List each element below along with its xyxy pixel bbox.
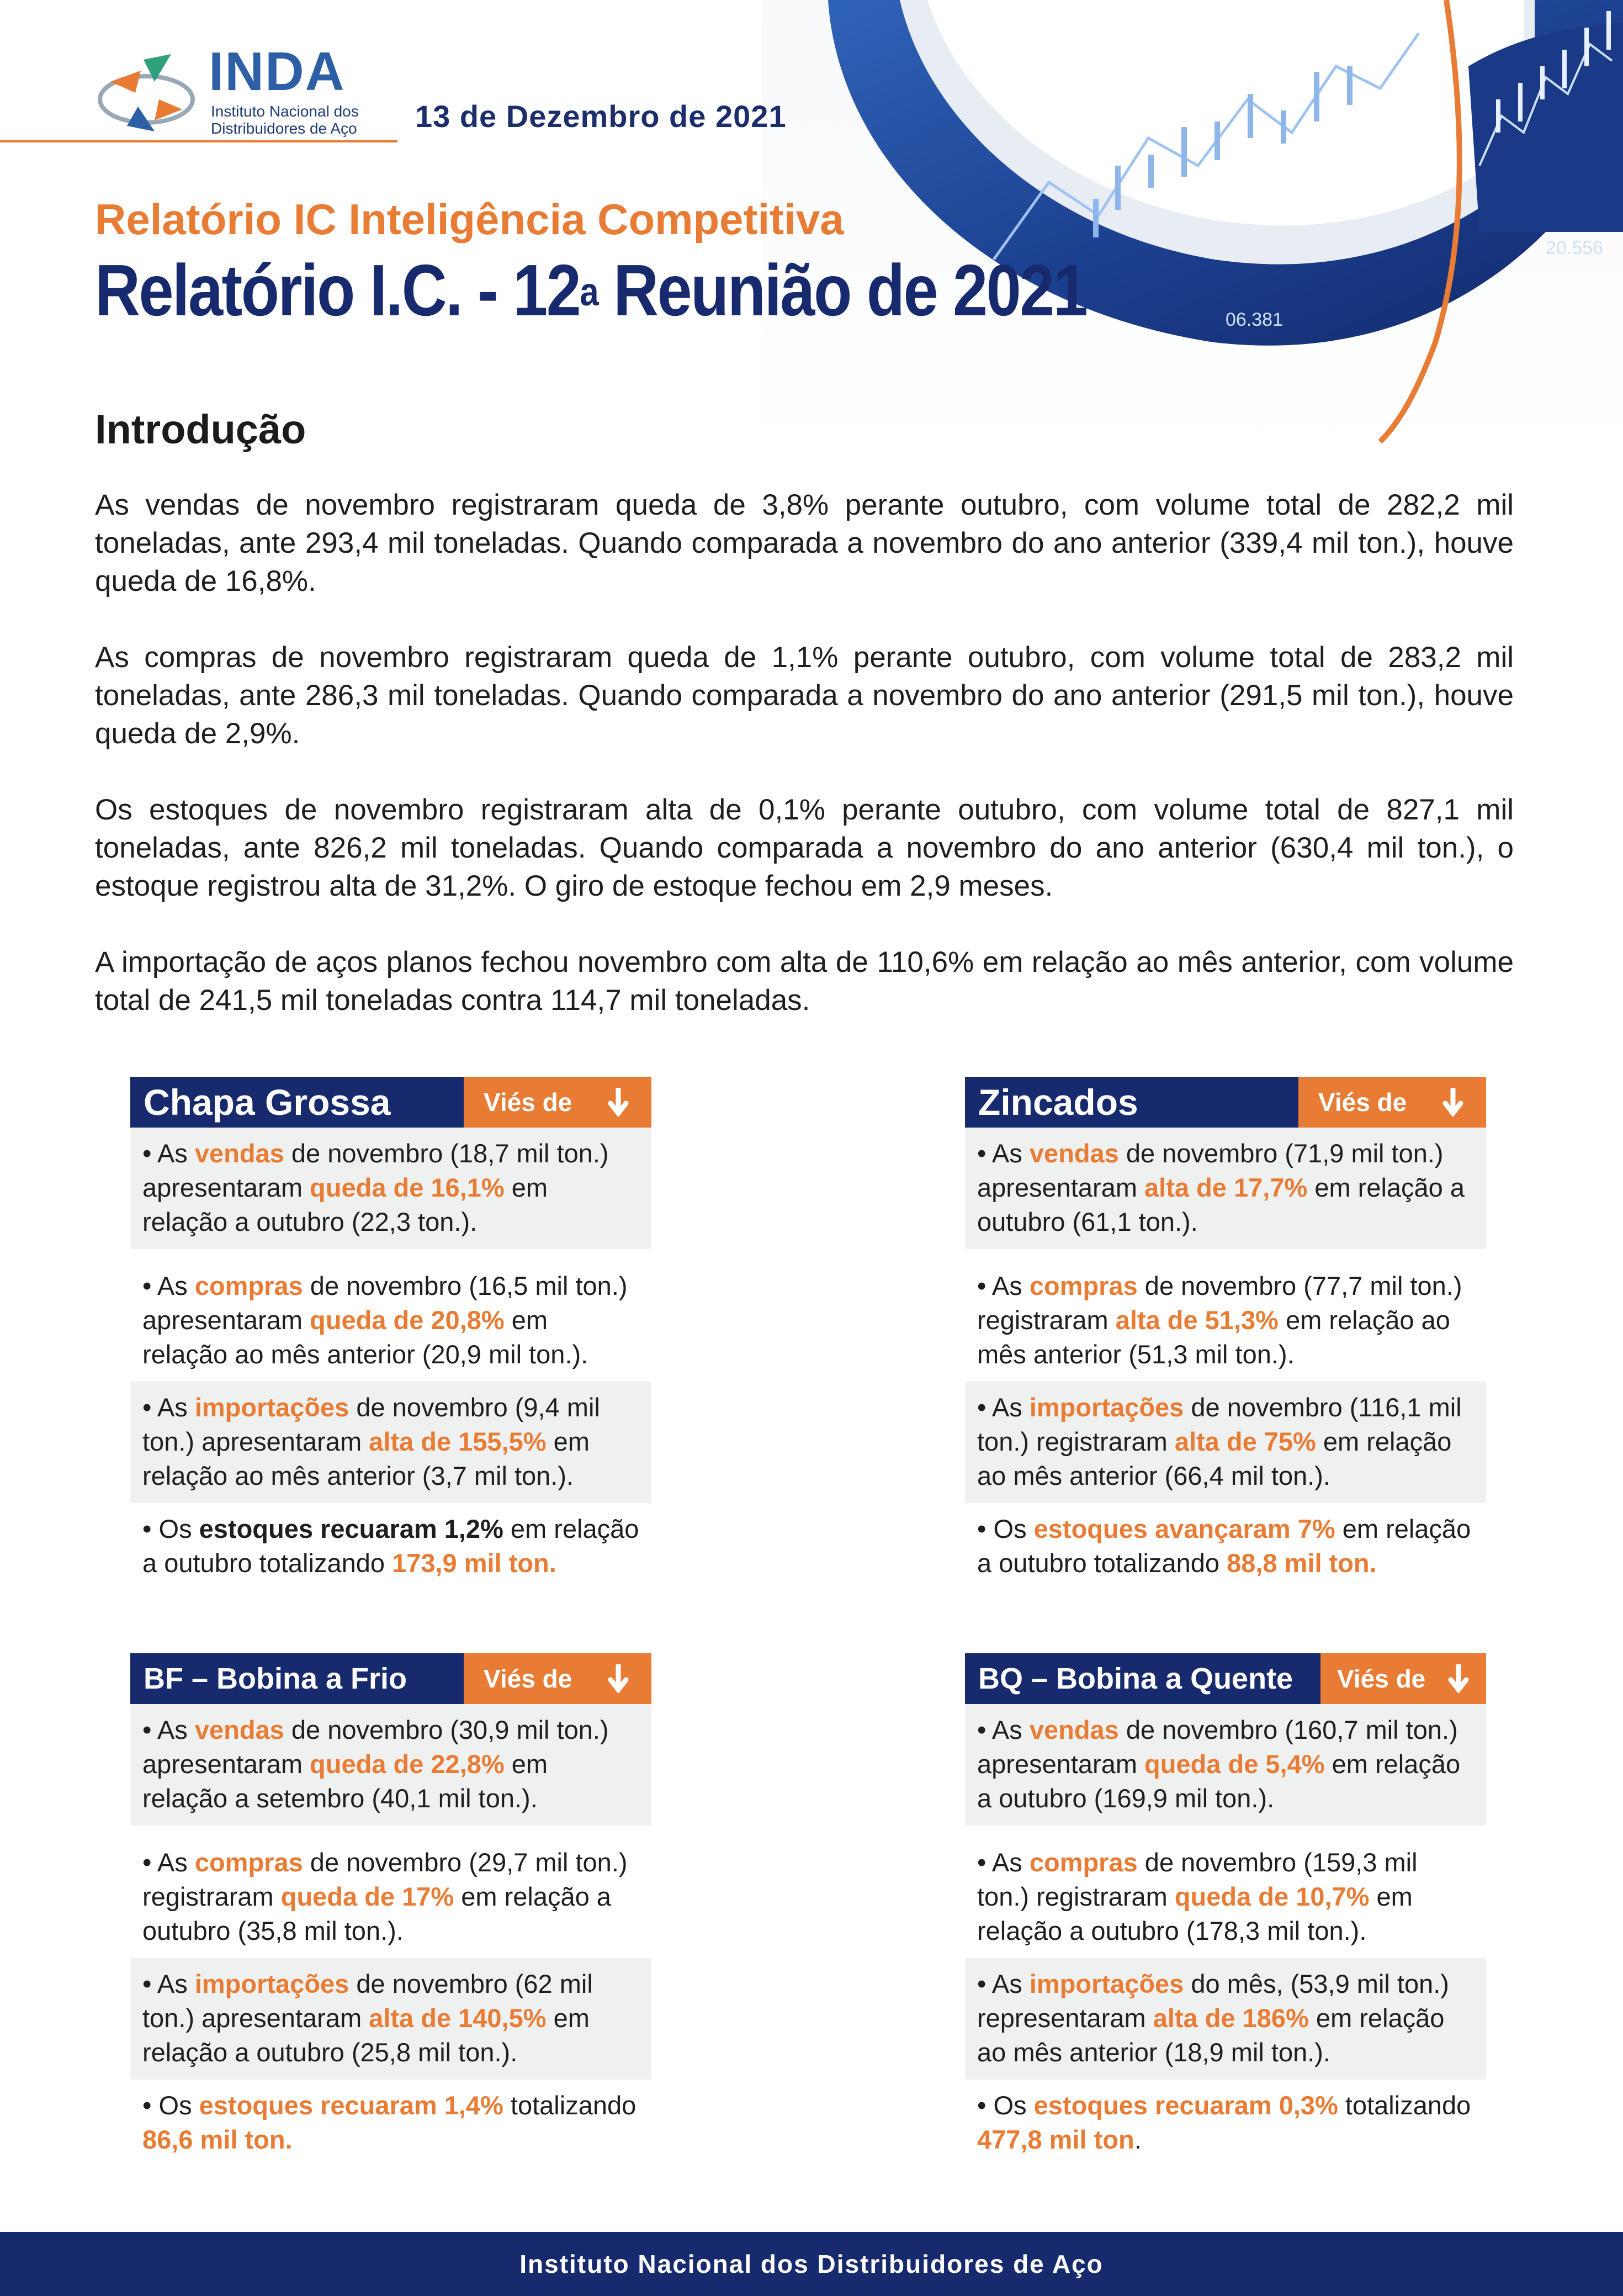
- card-title: Zincados: [978, 1082, 1138, 1123]
- item-highlight: queda de 5,4%: [1144, 1749, 1325, 1779]
- item-text: em relação ao mês anterior (18,9 mil ton.).: [977, 2003, 1445, 2067]
- item-keyword: estoques avançaram 7%: [1033, 1514, 1335, 1543]
- item-text: em relação a outubro totalizando: [977, 1514, 1471, 1578]
- item-keyword: compras: [1029, 1271, 1138, 1300]
- item-text: de novembro (29,7 mil ton.) registraram: [142, 1848, 628, 1911]
- item-highlight: 86,6 mil ton.: [142, 2125, 293, 2154]
- item-text: • As: [142, 1715, 195, 1744]
- item-highlight: 173,9 mil ton.: [392, 1548, 556, 1578]
- item-text: • As: [142, 1139, 195, 1168]
- item-text: .: [1134, 2125, 1142, 2154]
- item-text: • As: [142, 1271, 195, 1300]
- card-bobina-a-frio: [130, 1653, 651, 2167]
- card-chapa-grossa: [130, 1077, 651, 1590]
- item-keyword: estoques recuaram 1,4%: [199, 2091, 503, 2120]
- card-item-compras: [965, 1837, 1486, 1958]
- item-highlight: alta de 140,5%: [369, 2003, 547, 2033]
- item-keyword: importações: [194, 1969, 349, 1998]
- item-text: de novembro (30,9 mil ton.) apresentaram: [142, 1715, 609, 1779]
- item-highlight: queda de 22,8%: [310, 1749, 505, 1779]
- card-bobina-a-quente: [965, 1653, 1486, 2167]
- bias-label: Viés de: [1318, 1088, 1407, 1117]
- item-text: em relação a outubro totalizando: [142, 1514, 639, 1578]
- item-text: • As: [142, 1393, 195, 1422]
- item-keyword: importações: [1029, 1969, 1184, 1998]
- card-title: Chapa Grossa: [144, 1082, 391, 1123]
- logo-subtitle: [211, 103, 388, 137]
- item-text: do mês, (53,9 mil ton.) representaram: [977, 1969, 1449, 2033]
- logo-subtitle-line: Instituto Nacional dos: [211, 103, 359, 120]
- item-text: de novembro (160,7 mil ton.) apresentaram: [977, 1715, 1458, 1779]
- header-divider: [0, 140, 397, 142]
- item-text: em relação ao mês anterior (51,3 mil ton.).: [977, 1305, 1450, 1369]
- card-header: [130, 1077, 651, 1128]
- item-highlight: queda de 10,7%: [1174, 1882, 1370, 1911]
- item-highlight: alta de 51,3%: [1115, 1305, 1279, 1335]
- item-keyword: compras: [194, 1271, 303, 1300]
- card-item-importacoes: [130, 1382, 651, 1503]
- card-item-compras: [130, 1837, 651, 1958]
- item-highlight: alta de 17,7%: [1144, 1173, 1308, 1202]
- arrow-down-icon: [607, 1088, 629, 1117]
- title-main: Relatório I.C. - 12: [95, 250, 580, 331]
- bias-badge: [464, 1077, 651, 1128]
- item-highlight: alta de 186%: [1153, 2003, 1309, 2033]
- card-item-importacoes: [965, 1382, 1486, 1503]
- card-item-estoques: [130, 1503, 651, 1590]
- item-text: • As: [977, 1139, 1030, 1168]
- intro-paragraph: Os estoques de novembro registraram alta de 0,1% perante outubro, com volume total de 827,1 mil toneladas, ante 826,2 mil toneladas. Quando comparada a novembro do ano anterior (630,4 mil ton.), o estoque registrou alta de 31,2%. O giro de estoque fechou em 2,9 meses.: [95, 793, 1514, 902]
- arrow-down-icon: [1442, 1088, 1464, 1117]
- item-text: em relação ao mês anterior (20,9 mil ton.).: [142, 1305, 588, 1369]
- item-text: • Os: [977, 2091, 1034, 2120]
- item-text: de novembro (9,4 mil ton.) apresentaram: [142, 1393, 600, 1456]
- item-highlight: queda de 20,8%: [310, 1305, 505, 1335]
- item-text: de novembro (116,1 mil ton.) registraram: [977, 1393, 1462, 1456]
- item-text: • As: [977, 1969, 1030, 1998]
- logo-wordmark: INDA: [209, 41, 346, 102]
- item-text: de novembro (16,5 mil ton.) apresentaram: [142, 1271, 628, 1335]
- card-zincados: [965, 1077, 1486, 1590]
- bias-badge: [1298, 1077, 1486, 1128]
- intro-paragraph: As compras de novembro registraram queda de 1,1% perante outubro, com volume total de 283,2 mil toneladas, ante 286,3 mil toneladas. Quando comparada a novembro do ano anterior (291,5 mil ton.), houve queda de 2,9%.: [95, 641, 1514, 750]
- item-text: • As: [977, 1848, 1030, 1877]
- card-header: [130, 1653, 651, 1704]
- card-item-compras: [965, 1260, 1486, 1382]
- item-text: de novembro (71,9 mil ton.) apresentaram: [977, 1139, 1444, 1202]
- item-keyword: vendas: [1029, 1139, 1119, 1168]
- item-keyword: estoques recuaram 1,2%: [199, 1514, 503, 1543]
- chart-tick-label: 20.556: [1546, 237, 1603, 258]
- item-text: • As: [977, 1393, 1030, 1422]
- item-text: de novembro (77,7 mil ton.) registraram: [977, 1271, 1462, 1335]
- item-text: em relação ao mês anterior (3,7 mil ton.).: [142, 1427, 590, 1490]
- report-kicker: Relatório IC Inteligência Competitiva: [95, 195, 844, 244]
- inda-logo-icon: [94, 49, 199, 137]
- item-keyword: importações: [1029, 1393, 1184, 1422]
- item-text: em relação a outubro (169,9 mil ton.).: [977, 1749, 1461, 1813]
- item-text: em relação a outubro (61,1 ton.).: [977, 1173, 1465, 1236]
- item-keyword: vendas: [194, 1139, 284, 1168]
- card-item-vendas: [130, 1128, 651, 1249]
- intro-heading: Introdução: [95, 406, 306, 452]
- item-highlight: queda de 16,1%: [310, 1173, 505, 1202]
- intro-paragraph: A importação de aços planos fechou novembro com alta de 110,6% em relação ao mês anterior, com volume total de 241,5 mil toneladas contra 114,7 mil toneladas.: [95, 946, 1514, 1017]
- card-item-estoques: [965, 2080, 1486, 2167]
- bias-badge: [1320, 1653, 1486, 1704]
- card-item-vendas: [965, 1128, 1486, 1249]
- item-keyword: vendas: [1029, 1715, 1119, 1744]
- item-text: • Os: [977, 1514, 1034, 1543]
- card-header: [965, 1077, 1486, 1128]
- chart-tick-label: 06.381: [1226, 309, 1283, 330]
- report-title: [95, 248, 1086, 332]
- item-text: totalizando: [503, 2091, 637, 2120]
- item-text: • Os: [142, 2091, 199, 2120]
- item-keyword: vendas: [194, 1715, 284, 1744]
- item-text: em relação a outubro (35,8 mil ton.).: [142, 1882, 611, 1945]
- title-ordinal: a: [580, 270, 598, 314]
- item-keyword: importações: [194, 1393, 349, 1422]
- item-text: em relação a setembro (40,1 mil ton.).: [142, 1749, 548, 1813]
- item-highlight: queda de 17%: [280, 1882, 454, 1911]
- item-text: em relação a outubro (22,3 ton.).: [142, 1173, 548, 1236]
- item-text: em relação ao mês anterior (66,4 mil ton.).: [977, 1427, 1452, 1490]
- card-item-vendas: [130, 1704, 651, 1826]
- card-item-importacoes: [965, 1958, 1486, 2080]
- item-highlight: 477,8 mil ton: [977, 2125, 1134, 2154]
- title-rest: Reunião de 2021: [597, 250, 1087, 331]
- item-text: • As: [142, 1969, 195, 1998]
- item-text: em relação a outubro (178,3 mil ton.).: [977, 1882, 1413, 1945]
- bias-label: Viés de: [484, 1664, 572, 1693]
- item-text: de novembro (159,3 mil ton.) registraram: [977, 1848, 1418, 1911]
- item-highlight: 88,8 mil ton.: [1227, 1548, 1377, 1578]
- logo-subtitle-line: Distribuidores de Aço: [211, 120, 357, 137]
- footer-text: Instituto Nacional dos Distribuidores de Aço: [519, 2250, 1104, 2278]
- item-text: • As: [142, 1848, 195, 1877]
- item-keyword: compras: [1029, 1848, 1138, 1877]
- card-item-compras: [130, 1260, 651, 1382]
- card-item-estoques: [130, 2080, 651, 2167]
- item-highlight: alta de 75%: [1174, 1427, 1316, 1456]
- item-keyword: compras: [194, 1848, 303, 1877]
- item-text: de novembro (18,7 mil ton.) apresentaram: [142, 1139, 609, 1202]
- report-date: 13 de Dezembro de 2021: [415, 99, 787, 134]
- item-text: em relação a outubro (25,8 mil ton.).: [142, 2003, 590, 2067]
- bias-badge: [464, 1653, 651, 1704]
- card-item-estoques: [965, 1503, 1486, 1590]
- arrow-down-icon: [607, 1664, 629, 1693]
- header-stock-chart-art: [762, 0, 1623, 453]
- item-text: • As: [977, 1271, 1030, 1300]
- item-text: totalizando: [1338, 2091, 1471, 2120]
- card-title: BQ – Bobina a Quente: [978, 1662, 1293, 1695]
- item-text: • Os: [142, 1514, 199, 1543]
- item-highlight: alta de 155,5%: [369, 1427, 547, 1456]
- bias-label: Viés de: [484, 1088, 572, 1117]
- card-item-vendas: [965, 1704, 1486, 1826]
- item-text: • As: [977, 1715, 1030, 1744]
- intro-paragraph: As vendas de novembro registraram queda de 3,8% perante outubro, com volume total de 282,2 mil toneladas, ante 293,4 mil toneladas. Quando comparada a novembro do ano anterior (339,4 mil ton.), houve queda de 16,8%.: [95, 489, 1514, 597]
- item-keyword: estoques recuaram 0,3%: [1033, 2091, 1338, 2120]
- card-item-importacoes: [130, 1958, 651, 2080]
- card-header: [965, 1653, 1486, 1704]
- arrow-down-icon: [1447, 1664, 1470, 1693]
- bias-label: Viés de: [1337, 1664, 1426, 1693]
- card-title: BF – Bobina a Frio: [144, 1662, 407, 1695]
- item-text: de novembro (62 mil ton.) apresentaram: [142, 1969, 593, 2033]
